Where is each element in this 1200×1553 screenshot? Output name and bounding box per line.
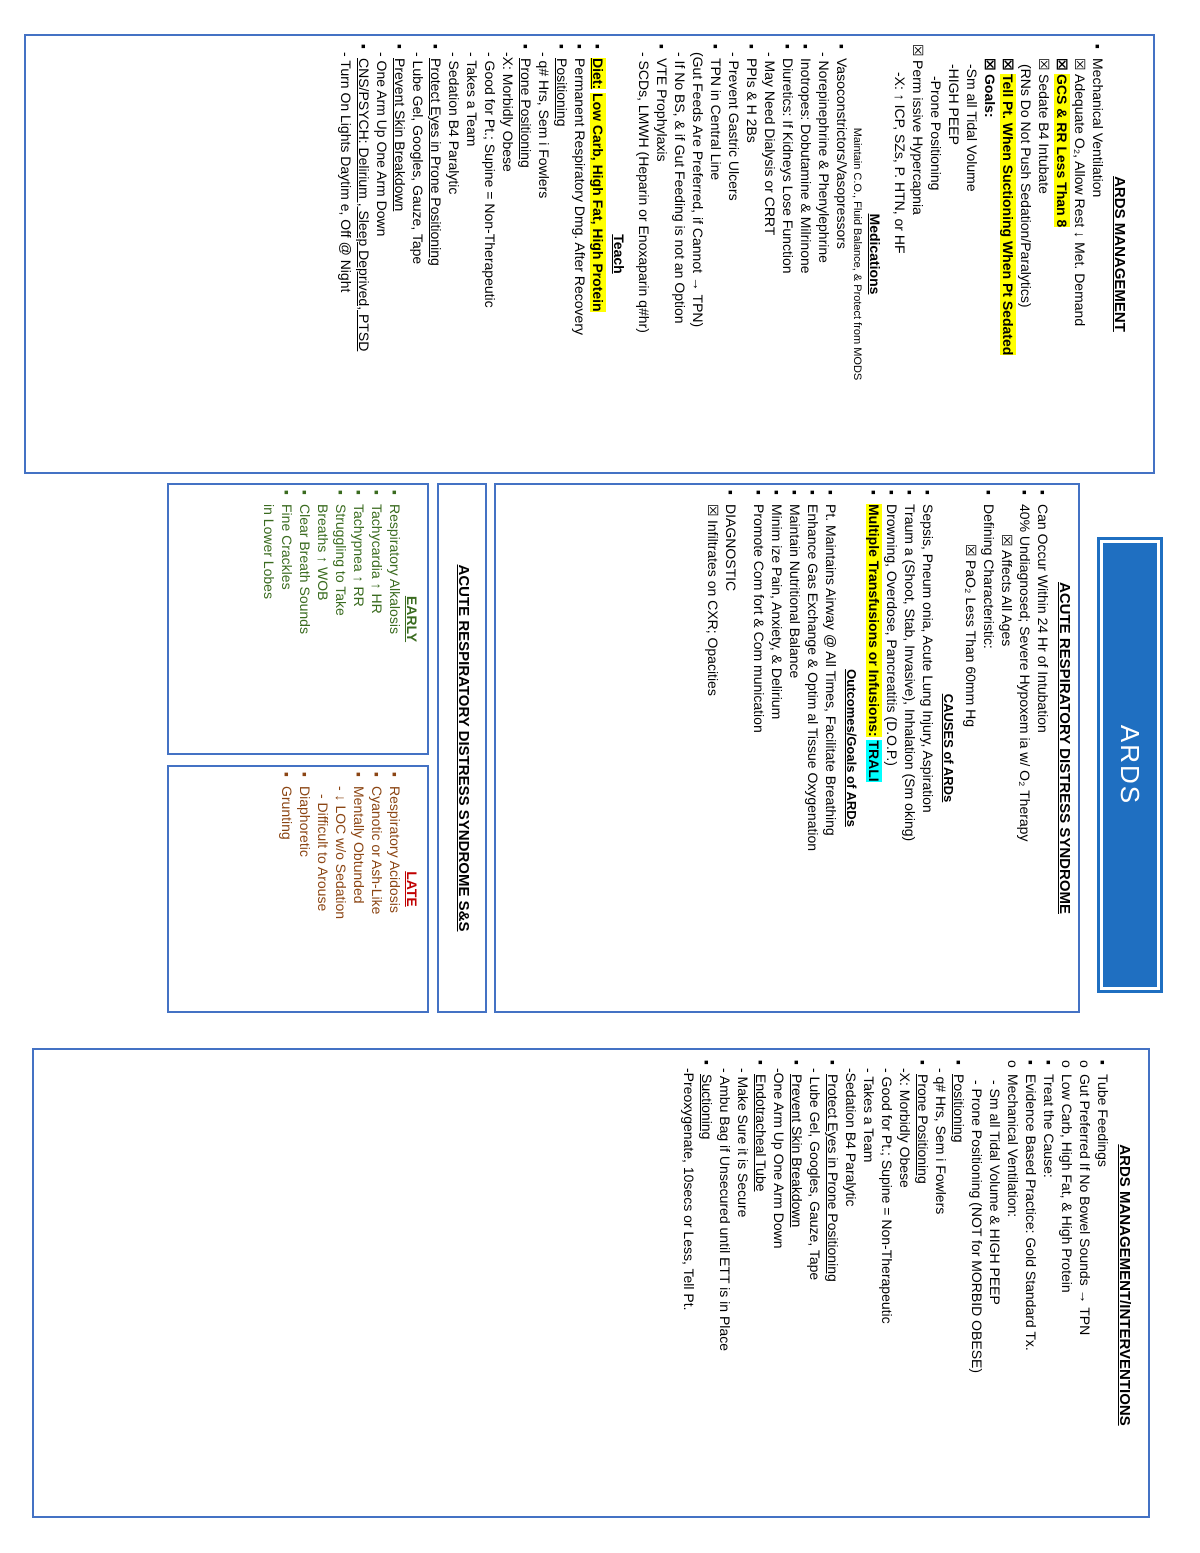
mgmt-line: ☒ Adequate O₂, Allow Rest ↓ Met. Demand bbox=[1071, 44, 1089, 464]
intervention-line: -One Arm Up One Arm Down bbox=[771, 1068, 787, 1249]
syndrome-line: ▪ Can Occur Within 24 Hr of Intubation bbox=[1034, 490, 1052, 1006]
teach-line: - Takes a Team bbox=[464, 52, 480, 147]
med-line: ▪ VTE Prophylaxis bbox=[653, 44, 671, 464]
mgmt-line: (RNs Do Not Push Sedation/Paralytics) bbox=[1018, 64, 1034, 308]
intervention-line: ▪ Positioning bbox=[950, 1060, 968, 1510]
early-item: ▪ Struggling to Take bbox=[332, 490, 350, 748]
med-line: ▪ PPIs & H 2Bs bbox=[743, 44, 761, 464]
med-line: (Gut Feeds Are Preferred, if Cannot → TPN) bbox=[690, 52, 706, 328]
med-line: - May Need Dialysis or CRRT bbox=[762, 52, 778, 236]
late-item: ▪ Cyanotic or Ash-Like bbox=[368, 772, 386, 1006]
intervention-line: ▪ Prevent Skin Breakdown bbox=[788, 1060, 806, 1510]
mgmt-line: ☒ Perm issive Hypercapnia bbox=[909, 44, 927, 464]
syndrome-content bbox=[505, 490, 1075, 1006]
med-line: - If No BS, & if Gut Feeding is not an Option bbox=[672, 52, 688, 324]
mgmt-line: ☒ Goals: bbox=[981, 44, 999, 464]
mgmt-line: -Sm all Tidal Volume bbox=[964, 64, 980, 192]
transfusion-line: ▪ Multiple Transfusions or Infusions: TRALI bbox=[865, 490, 883, 1006]
diagnostic-label: ▪ DIAGNOSTIC bbox=[722, 490, 740, 1006]
teach-line: ▪ CNS/PSYCH: Delirium , Sleep Deprived, PTSD bbox=[355, 44, 373, 464]
outcomes-title: Outcomes/Goals of ARDs bbox=[844, 669, 859, 827]
intervention-line: ▪ Protect Eyes in Prone Positioning bbox=[824, 1060, 842, 1510]
intervention-line: ▪ Tube Feedings bbox=[1094, 1060, 1112, 1510]
outcome-line: ▪ Minim ize Pain, Anxiety, & Delirium bbox=[768, 490, 786, 1006]
teach-line: -X: Morbidly Obese bbox=[500, 52, 516, 172]
intervention-line: - Make Sure it is Secure bbox=[735, 1068, 751, 1218]
teach-line: ▪ Permanent Respiratory Dmg. After Recovery bbox=[571, 44, 589, 464]
med-line: - Prevent Gastric Ulcers bbox=[726, 52, 742, 201]
early-item: ▪ Clear Breath Sounds bbox=[296, 490, 314, 748]
late-item: ▪ Mentally Obtunded bbox=[350, 772, 368, 1006]
med-line: ▪ Vasoconstrictors/Vasopressors bbox=[833, 44, 851, 464]
teach-line: - Sedation B4 Paralytic bbox=[446, 52, 462, 195]
early-item: ▪ Tachycardia ↑ HR bbox=[368, 490, 386, 748]
intervention-line: ▪ Treat the Cause: bbox=[1040, 1060, 1058, 1510]
med-line: - SCDs, LMWH (Heparin or Enoxaparin q#hr) bbox=[636, 52, 652, 333]
syndrome-line: ☒ PaO₂ Less Than 60mm Hg bbox=[962, 530, 980, 1006]
ards-management-content bbox=[40, 44, 1130, 464]
banner-title: ARDS bbox=[1100, 540, 1160, 990]
ss-title bbox=[442, 490, 482, 1006]
teach-line: - q# Hrs, Sem i Fowlers bbox=[536, 52, 552, 199]
early-item: ▪ Fine Crackles bbox=[278, 490, 296, 748]
mgmt-line: -Prone Positioning bbox=[928, 76, 944, 191]
interventions-content bbox=[45, 1060, 1135, 1510]
teach-line: ▪ Prone Positioning bbox=[517, 44, 535, 464]
intervention-line: - Ambu Bag if Unsecured until ETT is in Place bbox=[717, 1068, 733, 1351]
early-title: EARLY bbox=[404, 595, 420, 643]
intervention-line: ▪ Suctioning bbox=[698, 1060, 716, 1510]
intervention-line: -Preoxygenate, 10secs or Less, Tell Pt. bbox=[681, 1068, 697, 1311]
early-item: Breaths ↑ WOB bbox=[315, 504, 331, 601]
intervention-line: -Sedation B4 Paralytic bbox=[843, 1068, 859, 1207]
intervention-line: -X: Morbidly Obese bbox=[897, 1068, 913, 1188]
mgmt-line: ☒ GCS & RR Less Than 8 bbox=[1053, 44, 1071, 464]
intervention-line: ▪ Prone Positioning bbox=[914, 1060, 932, 1510]
intervention-line: - q# Hrs, Sem i Fowlers bbox=[933, 1068, 949, 1215]
teach-title: Teach bbox=[611, 234, 627, 274]
intervention-line: o Low Carb, High Fat, & High Protein bbox=[1058, 1060, 1076, 1510]
ards-banner bbox=[1100, 540, 1160, 990]
intervention-line: - Lube Gel, Googles, Gauze, Tape bbox=[807, 1068, 823, 1281]
interventions-title: ARDS MANAGEMENT/INTERVENTIONS bbox=[1116, 1144, 1133, 1426]
med-line: - Norepinephrine & Phenylephrine bbox=[816, 52, 832, 263]
cause-line: ▪ Drowning, Overdose, Pancreatitis (D.O.P.) bbox=[883, 490, 901, 1006]
mgmt-line: ▪ Mechanical Ventilation bbox=[1089, 44, 1107, 464]
intervention-line: - Good for Pt.; Supine = Non-Therapeutic bbox=[879, 1068, 895, 1324]
med-line: ▪ Inotropes: Dobutamine & Milrinone bbox=[797, 44, 815, 464]
late-content bbox=[175, 772, 420, 1006]
med-line: ▪ TPN in Central Line bbox=[707, 44, 725, 464]
teach-line: - Lube Gel, Googles, Gauze, Tape bbox=[410, 52, 426, 265]
mgmt-line: ☒ Sedate B4 Intubate bbox=[1035, 44, 1053, 464]
med-line: ▪ Diuretics: If Kidneys Lose Function bbox=[779, 44, 797, 464]
ss-title-text: ACUTE RESPIRATORY DISTRESS SYNDROME S&S bbox=[455, 564, 472, 932]
mgmt-line: -X: ↑ ICP, SZs, P. HTN, or HF bbox=[892, 72, 908, 254]
teach-line: ▪ Prevent Skin Breakdown bbox=[391, 44, 409, 464]
intervention-line: - Takes a Team bbox=[861, 1068, 877, 1163]
intervention-line: o Mechanical Ventilation: bbox=[1004, 1060, 1022, 1510]
late-title: LATE bbox=[404, 871, 420, 907]
syndrome-title: ACUTE RESPIRATORY DISTRESS SYNDROME bbox=[1056, 582, 1073, 914]
intervention-line: ▪ Endotracheal Tube bbox=[752, 1060, 770, 1510]
cause-line: ▪ Traum a (Shoot, Stab, Invasive), Inhalation (Sm oking) bbox=[901, 490, 919, 1006]
diet-line: ▪ Diet: Low Carb, High Fat, High Protein bbox=[589, 44, 607, 464]
early-content bbox=[175, 490, 420, 748]
late-item: ▪ Diaphoretic bbox=[296, 772, 314, 1006]
teach-line: - Good for Pt.; Supine = Non-Therapeutic bbox=[482, 52, 498, 308]
outcome-line: ▪ Maintain Nutritional Balance bbox=[786, 490, 804, 1006]
early-item: ▪ Respiratory Alkalosis bbox=[386, 490, 404, 748]
outcome-line: ▪ Enhance Gas Exchange & Optim al Tissue Oxygenation bbox=[804, 490, 822, 1006]
intervention-line: o Gut Preferred If No Bowel Sounds → TPN bbox=[1076, 1060, 1094, 1510]
teach-line: - Turn On Lights Daytim e, Off @ Night bbox=[338, 52, 354, 293]
late-item: ▪ Respiratory Acidosis bbox=[386, 772, 404, 1006]
diagnostic-value: ☒ Infiltrates on CXR; Opacities bbox=[704, 490, 722, 1006]
late-item: - Difficult to Arouse bbox=[315, 794, 331, 912]
cause-line: ▪ Sepsis, Pneum onia, Acute Lung Injury, Aspiration bbox=[919, 490, 937, 1006]
late-item: ▪ Grunting bbox=[278, 772, 296, 1006]
outcome-line: ▪ Promote Com fort & Com munication bbox=[750, 490, 768, 1006]
syndrome-line: ▪ Defining Characteristic: bbox=[980, 490, 998, 1006]
mgmt-line: ☒ Tell Pt. When Suctioning When Pt Sedated bbox=[999, 44, 1017, 464]
teach-line: - One Arm Up One Arm Down bbox=[374, 52, 390, 237]
late-item: - ↓ LOC w/o Sedation bbox=[333, 786, 349, 920]
teach-line: ▪ Positioning bbox=[553, 44, 571, 464]
medications-subtitle: Maintain C.O., Fluid Balance, & Protect from MODS bbox=[851, 127, 863, 381]
early-item: in Lower Lobes bbox=[261, 504, 277, 599]
causes-title: CAUSES of ARDs bbox=[941, 693, 956, 803]
intervention-line: - Prone Positioning (NOT for MORBID OBESE) bbox=[969, 1080, 985, 1374]
intervention-line: ▪ Evidence Based Practice: Gold Standard Tx. bbox=[1022, 1060, 1040, 1510]
syndrome-line: ☒ Affects All Ages bbox=[998, 520, 1016, 1006]
outcome-line: ▪ Pt. Maintains Airway @ All Times, Facilitate Breathing bbox=[822, 490, 840, 1006]
mgmt-line: -HIGH PEEP bbox=[946, 64, 962, 145]
medications-title: Medications bbox=[867, 213, 883, 295]
teach-line: ▪ Protect Eyes in Prone Positioning bbox=[427, 44, 445, 464]
early-item: ▪ Tachypnea ↑ RR bbox=[350, 490, 368, 748]
syndrome-line: ▪ 40% Undiagnosed; Severe Hypoxem ia w/ O₂ Therapy bbox=[1016, 490, 1034, 1006]
management-title: ARDS MANAGEMENT bbox=[1111, 176, 1128, 332]
intervention-line: - Sm all Tidal Volume & HIGH PEEP bbox=[987, 1080, 1003, 1305]
